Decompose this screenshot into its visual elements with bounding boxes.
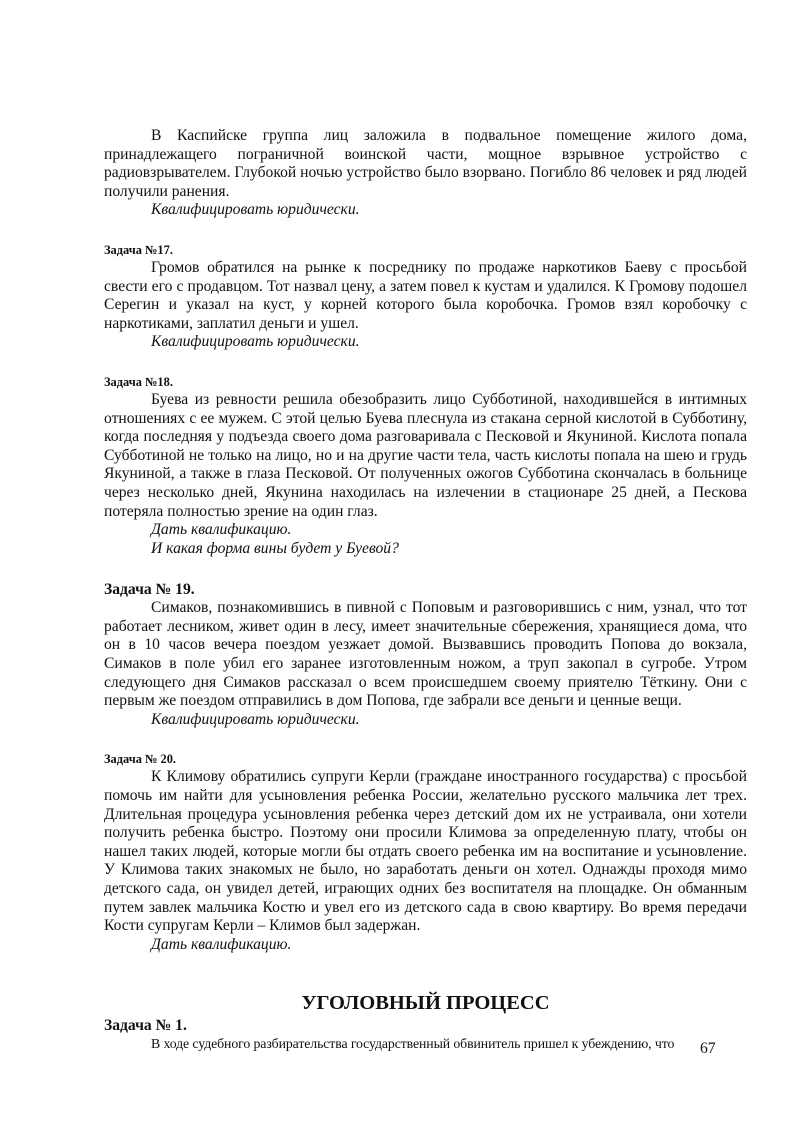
task-18-heading: Задача №18. — [104, 374, 173, 389]
task-20-heading: Задача № 20. — [104, 752, 177, 767]
intro-paragraph: В Каспийске группа лиц заложила в подвальное помещение жилого дома, принадлежащего пограничной воинской части, мощное взрывное устройство с радиовзрывателем. Глубокой ночью устройство было взорвано. Погибло 86 человек и ряд людей получили ранения. — [104, 127, 747, 200]
section-title: УГОЛОВНЫЙ ПРОЦЕСС — [301, 992, 550, 1015]
task-17-heading: Задача №17. — [104, 242, 173, 257]
task-19-instruction: Квалифицировать юридически. — [151, 710, 360, 728]
task-17-paragraph: Громов обратился на рынке к посреднику по продаже наркотиков Баеву с просьбой свести его с продавцом. Тот назвал цену, а затем повел к кустам и удалился. К Громову подошел Серегин и указал на куст, у корней которого была коробочка. Громов взял коробочку с наркотиками, заплатил деньги и ушел. — [104, 258, 747, 332]
task-20-paragraph: К Климову обратились супруги Керли (граждане иностранного государства) с просьбой помочь им найти для усыновления ребенка России, желательно русского мальчика лет трех. Длительная процедура усыновления ребенка через детский дом их не устраивала, они хотели получить ребенка быстро. Поэтому они просили Климова за определенную плату, чтобы он нашел таких людей, которые могли бы отдать своего ребенка им на воспитание и усыновление. У Климова таких знакомых не было, но заработать деньги он хотел. Однажды проходя мимо детского сада, он увидел детей, играющих одних без воспитателя на площадке. Он обманным путем завлек мальчика Костю и увел его из детского сада в свою квартиру. Во время передачи Кости супругам Керли – Климов был задержан. — [104, 768, 747, 935]
task-18-instruction-1: Дать квалификацию. — [151, 521, 292, 539]
page-number: 67 — [700, 1040, 716, 1057]
task-20-instruction: Дать квалификацию. — [151, 935, 292, 953]
task-19-heading: Задача № 19. — [104, 581, 195, 599]
task-18-paragraph: Буева из ревности решила обезобразить лицо Субботиной, находившейся в интимных отношениях с ее мужем. С этой целью Буева плеснула из стакана серной кислотой в Субботину, когда последняя у подъезда своего дома разговаривала с Песковой и Якуниной. Кислота попала Субботиной не только на лицо, но и на другие части тела, часть кислоты попала на шею и грудь Якуниной, а также в глаза Песковой. От полученных ожогов Субботина скончалась в больнице через несколько дней, Якунина находилась на излечении в стационаре 25 дней, а Пескова потеряла полностью зрение на один глаз. — [104, 390, 747, 520]
task-19-paragraph: Симаков, познакомившись в пивной с Поповым и разговорившись с ним, узнал, что тот работает лесником, живет один в лесу, имеет значительные сбережения, хранящиеся дома, что он в 10 часов вечера поездом уезжает домой. Вызвавшись проводить Попова до вокзала, Симаков в поле убил его заранее изготовленным ножом, а труп закопал в сугробе. Утром следующего дня Симаков рассказал о всем происшедшем своему приятелю Тёткину. Они с первым же поездом отправились в дом Попова, где забрали все деньги и ценные вещи. — [104, 599, 747, 710]
task-17-instruction: Квалифицировать юридически. — [151, 333, 360, 351]
page-content — [104, 127, 747, 1054]
section-task-1-heading: Задача № 1. — [104, 1017, 187, 1035]
task-18-instruction-2: И какая форма вины будет у Буевой? — [151, 539, 399, 557]
section-task-1-paragraph: В ходе судебного разбирательства государственный обвинитель пришел к убеждению, что — [151, 1036, 675, 1052]
intro-instruction: Квалифицировать юридически. — [151, 201, 360, 219]
